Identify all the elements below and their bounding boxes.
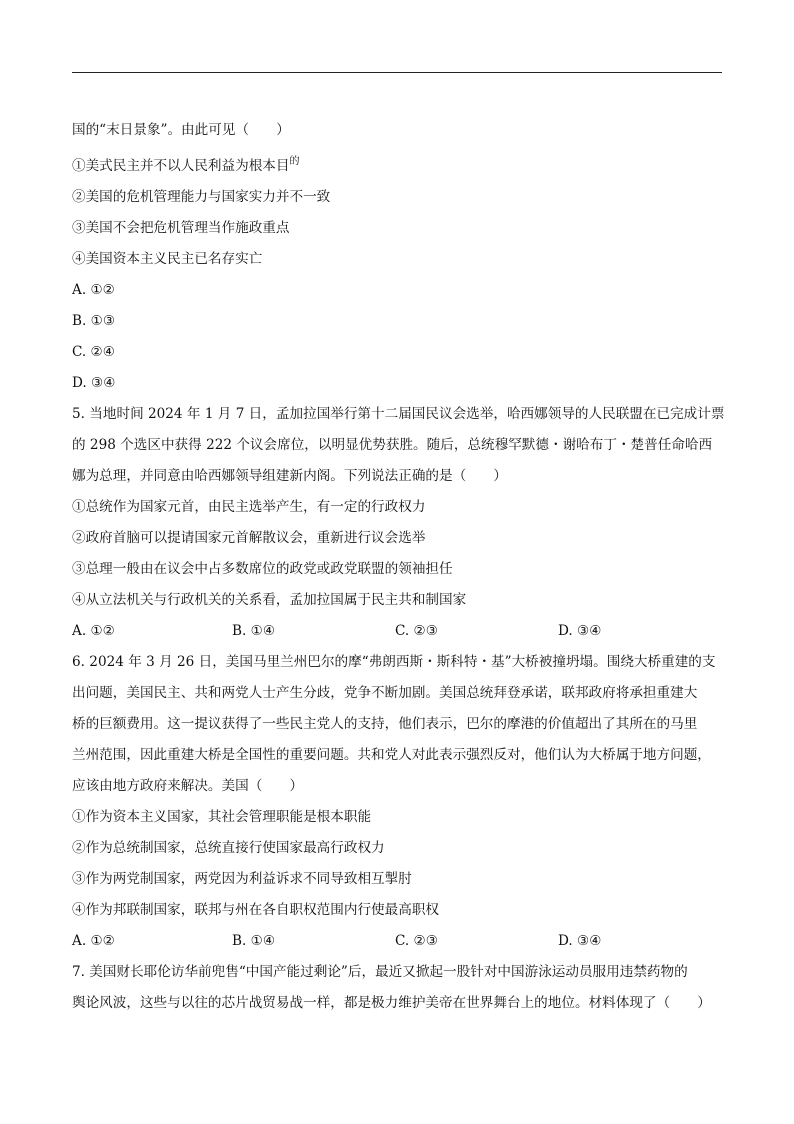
q6-stem-line-4: 兰州范围，因此重建大桥是全国性的重要问题。共和党人对此表示强烈反对，他们认为大桥属于地方问题， [72,747,711,763]
q6-stem-line-3: 桥的巨额费用。这一提议获得了一些民主党人的支持，他们表示，巴尔的摩港的价值超出了其所在的马里 [72,716,698,732]
q5-option-d: D. ③④ [558,623,602,639]
q4-stem-tail: 国的“末日景象”。由此可见（ ） [72,122,290,138]
q7-stem-line-2: 舆论风波，这些与以往的芯片战贸易战一样，都是极力维护美帝在世界舞台上的地位。材料体现了（ ） [72,995,711,1011]
q4-option-c: C. ②④ [72,344,115,360]
q5-statement-3: ③总理一般由在议会中占多数席位的政党或政党联盟的领袖担任 [72,561,453,577]
q6-stem-line-2: 出问题，美国民主、共和两党人士产生分歧，党争不断加剧。美国总统拜登承诺，联邦政府将承担重建大 [72,685,698,701]
exam-page-content [72,115,732,1019]
q5-options [72,616,732,647]
q6-option-b: B. ①④ [232,933,276,949]
q6-statement-4: ④作为邦联制国家，联邦与州在各自职权范围内行使最高职权 [72,902,440,918]
q5-stem-line-3: 娜为总理，并同意由哈西娜领导组建新内阁。下列说法正确的是（ ） [72,468,507,484]
q6-option-a: A. ①② [72,933,115,949]
q4-option-d: D. ③④ [72,375,116,391]
q5-option-b: B. ①④ [232,623,276,639]
q5-statement-4: ④从立法机关与行政机关的关系看，孟加拉国属于民主共和制国家 [72,592,467,608]
q6-statement-2: ②作为总统制国家，总统直接行使国家最高行政权力 [72,840,385,856]
q5-stem-line-2: 的 298 个选区中获得 222 个议会席位，以明显优势获胜。随后，总统穆罕默德・谢哈布丁・楚普任命哈西 [72,437,713,453]
q4-statement-1-suffix: 的 [289,156,300,167]
q6-options [72,926,732,957]
q4-statement-2: ②美国的危机管理能力与国家实力并不一致 [72,189,331,205]
q4-option-b: B. ①③ [72,313,116,329]
q5-stem-line-1: 5. 当地时间 2024 年 1 月 7 日，孟加拉国举行第十二届国民议会选举，哈西娜领导的人民联盟在已完成计票 [72,406,725,422]
q4-statement-4: ④美国资本主义民主已名存实亡 [72,251,263,267]
q5-option-a: A. ①② [72,623,115,639]
q5-statement-1: ①总统作为国家元首，由民主选举产生，有一定的行政权力 [72,499,426,515]
header-rule [72,72,722,73]
q5-statement-2: ②政府首脑可以提请国家元首解散议会，重新进行议会选举 [72,530,426,546]
q6-stem-line-1: 6. 2024 年 3 月 26 日，美国马里兰州巴尔的摩“弗朗西斯・斯科特・基”大桥被撞坍塌。围绕大桥重建的支 [72,654,716,670]
q5-option-c: C. ②③ [395,623,438,639]
q6-option-d: D. ③④ [558,933,602,949]
q6-statement-1: ①作为资本主义国家，其社会管理职能是根本职能 [72,809,372,825]
q6-stem-line-5: 应该由地方政府来解决。美国（ ） [72,778,304,794]
q6-statement-3: ③作为两党制国家，两党因为利益诉求不同导致相互掣肘 [72,871,412,887]
q4-statement-1: ①美式民主并不以人民利益为根本目$^的$ [72,156,300,174]
q7-stem-line-1: 7. 美国财长耶伦访华前兜售“中国产能过剩论”后，最近又掀起一股针对中国游泳运动员服用违禁药物的 [72,964,688,980]
q6-option-c: C. ②③ [395,933,438,949]
q4-option-a: A. ①② [72,282,115,298]
q4-statement-3: ③美国不会把危机管理当作施政重点 [72,220,290,236]
